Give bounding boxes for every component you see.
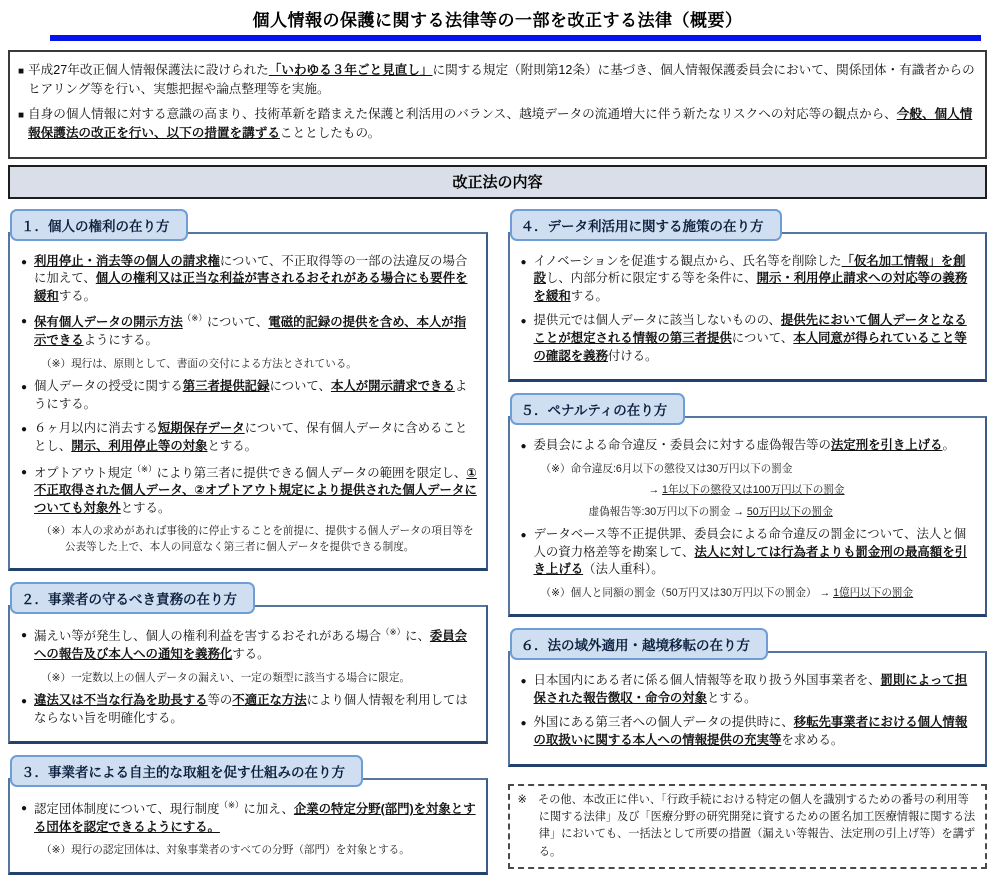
square-bullet-icon: ■: [18, 66, 25, 77]
text-segment: に関する規定（附則第12条）に基づき、個人情報保護委員会において、関係団体・有識者からのヒアリング等を行い、実態把握や論点整理等を実施。: [28, 63, 975, 96]
summary-box: [8, 50, 987, 159]
text-segment: により第三者に提供できる個人データの範囲を限定し、: [156, 465, 467, 480]
bullet-icon: ●: [21, 256, 28, 268]
bullet-text: [534, 312, 977, 365]
text-segment: 電磁的記録の提供を含め、本人が指示できる: [34, 315, 467, 348]
note-ref-marker: （※）: [182, 313, 207, 324]
section-6-heading: ６．法の域外適用・越境移転の在り方: [510, 628, 769, 660]
text-segment: を求める。: [781, 732, 844, 747]
section-1: [8, 209, 488, 572]
title-rule: [50, 35, 981, 41]
text-segment: する。: [58, 288, 96, 303]
text-segment: 第三者提供記録: [182, 379, 270, 394]
bullet-text: [34, 420, 477, 455]
footnote: [19, 671, 478, 686]
text-segment: について、保有個人データに含めることとし、: [34, 421, 468, 453]
footnote: [519, 462, 978, 477]
bullet-item: [19, 463, 478, 518]
text-segment: とする。: [207, 438, 258, 453]
bullet-text: [34, 463, 477, 518]
section-2: [8, 582, 488, 744]
text-segment: 保有個人データの開示方法: [34, 315, 183, 330]
section-6: [508, 628, 988, 766]
text-segment: について、: [269, 379, 331, 394]
section-6-body: [508, 651, 988, 766]
bullet-icon: ●: [21, 695, 28, 707]
text-segment: 虚偽報告等:30万円以下の罰金 →: [588, 505, 747, 518]
intro-text: [28, 105, 975, 143]
note-ref-marker: （※）: [380, 627, 406, 638]
bullet-item: [19, 253, 478, 306]
text-segment: 利用停止・消去等の個人の請求権: [34, 253, 220, 268]
column-left: [8, 209, 488, 886]
text-segment: オプトアウト規定: [34, 465, 133, 480]
square-bullet-icon: ■: [18, 109, 25, 121]
text-segment: する。: [232, 646, 270, 661]
text-segment: →: [648, 484, 663, 497]
text-segment: 開示、利用停止等の対象: [71, 438, 208, 453]
text-segment: 自身の個人情報に対する意識の高まり、技術革新を踏まえた保護と利活用のバランス、越境データの流通増大に伴う新たなリスクへの対応等の観点から、: [28, 106, 897, 121]
bullet-text: [534, 437, 977, 455]
section-5: [508, 393, 988, 617]
bullet-item: [19, 799, 478, 836]
text-segment: （※）現行の認定団体は、対象事業者のすべての分野（部門）を対象とする。: [41, 844, 410, 857]
text-segment: 移転先事業者における個人情報の取扱いに関する本人への情報提供の充実等: [533, 715, 968, 747]
bullet-text: [534, 253, 977, 306]
footnote: [519, 483, 978, 498]
text-segment: 日本国内にある者に係る個人情報等を取り扱う外国事業者を、: [533, 673, 881, 688]
text-segment: 今般、個人情報保護法の改正を行い、以下の措置を講ずる: [28, 106, 973, 140]
bullet-icon: ●: [520, 441, 527, 453]
section-4-body: [508, 232, 988, 383]
text-segment: ようにする。: [83, 333, 158, 348]
text-segment: 。: [942, 438, 955, 453]
text-segment: 法人に対しては行為者よりも罰金刑の最高額を引き上げる: [533, 544, 967, 577]
text-segment: について、不正取得等の一部の法違反の場合に加えて、: [34, 253, 468, 286]
footnote: [19, 843, 478, 858]
text-segment: 個人の権利又は正当な利益が害されるおそれがある場合にも要件を緩和: [34, 271, 468, 303]
intro-item: [18, 105, 975, 143]
note-ref-marker: （※）: [219, 800, 244, 811]
footnote: [19, 524, 478, 555]
bullet-text: [534, 672, 977, 707]
bullet-icon: ●: [520, 529, 527, 541]
text-segment: に加え、: [243, 802, 294, 817]
text-segment: データベース等不正提供罪、委員会による命令違反の罰金について、法人と個人の資力格差等を勘案して、: [533, 526, 967, 559]
supplementary-note-box: [508, 784, 988, 869]
text-segment: 1億円以下の罰金: [833, 586, 914, 599]
text-segment: こととしたもの。: [279, 125, 381, 140]
bullet-icon: ●: [21, 424, 28, 436]
text-segment: 違法又は不当な行為を助長する: [34, 692, 208, 707]
text-segment: 本人が開示請求できる: [330, 379, 455, 394]
bullet-item: [519, 312, 978, 365]
text-segment: イノベーションを促進する観点から、氏名等を削除した: [533, 253, 842, 268]
section-5-heading: ５．ペナルティの在り方: [510, 393, 686, 425]
section-5-body: [508, 416, 988, 617]
text-segment: 外国にある第三者への個人データの提供時に、: [533, 715, 794, 730]
text-segment: とする。: [707, 690, 757, 705]
text-segment: 企業の特定分野(部門)を対象とする団体を認定できるようにする。: [34, 802, 476, 834]
bullet-item: [19, 692, 478, 727]
bullet-item: [519, 672, 978, 707]
footnote: [19, 357, 478, 372]
text-segment: について、: [731, 331, 794, 345]
bullet-text: [34, 253, 477, 306]
footnote: [519, 586, 978, 601]
section-1-body: [8, 232, 488, 572]
text-segment: 漏えい等が発生し、個人の権利利益を害するおそれがある場合: [34, 629, 381, 644]
text-segment: 1年以下の懲役又は100万円以下の罰金: [662, 484, 845, 497]
text-segment: 個人データの授受に関する: [34, 379, 183, 394]
text-segment: する。: [570, 288, 608, 303]
bullet-icon: ●: [21, 382, 28, 394]
bullet-icon: ●: [21, 316, 28, 328]
bullet-item: [519, 526, 978, 579]
section-band: [8, 165, 987, 199]
text-segment: により個人情報を利用してはならない旨を明確化する。: [34, 692, 468, 725]
bullet-icon: ●: [21, 803, 28, 815]
bullet-text: [34, 378, 477, 413]
text-segment: （※）現行は、原則として、書面の交付による方法とされている。: [41, 357, 357, 370]
section-4: [508, 209, 988, 383]
text-segment: 委員会への報告及び本人への通知を義務化: [34, 629, 468, 661]
bullet-icon: ●: [520, 256, 527, 268]
bullet-item: [19, 626, 478, 663]
note-ref-marker: （※）: [132, 463, 157, 474]
text-segment: 付ける。: [607, 348, 658, 363]
bullet-icon: ●: [21, 630, 28, 642]
bullet-item: [519, 437, 978, 455]
section-1-heading: １．個人の権利の在り方: [10, 209, 188, 241]
bullet-text: [34, 312, 477, 349]
text-segment: 平成27年改正個人情報保護法に設けられた: [28, 63, 269, 77]
text-segment: （法人重科）。: [583, 562, 664, 577]
section-3: [8, 755, 488, 875]
bullet-text: [534, 714, 977, 749]
bullet-icon: ●: [520, 718, 527, 730]
text-segment: 認定団体制度について、現行制度: [34, 802, 220, 817]
text-segment: ようにする。: [34, 379, 468, 411]
section-2-heading: ２．事業者の守るべき責務の在り方: [10, 582, 255, 614]
supplementary-note-text: ※ その他、本改正に伴い、「行政手続における特定の個人を識別するための番号の利用等に関する法律」及び「医療分野の研究開発に資するための匿名加工医療情報に関する法律」においても、一括法として所要の措置（漏えい等報告、法定刑の引上げ等）を講ずる。: [517, 793, 976, 858]
text-segment: （※）一定数以上の個人データの漏えい、一定の類型に該当する場合に限定。: [41, 671, 411, 684]
text-segment: 本人同意が得られていること等の確認を義務: [533, 331, 967, 363]
footnote: [519, 505, 978, 520]
text-segment: 短期保存データ: [157, 421, 245, 436]
column-right: [508, 209, 988, 869]
section-4-heading: ４．データ利活用に関する施策の在り方: [510, 209, 782, 241]
page-title: 個人情報の保護に関する法律等の一部を改正する法律（概要）: [252, 11, 743, 30]
bullet-text: [34, 626, 477, 663]
text-segment: 50万円以下の罰金: [746, 505, 833, 518]
text-segment: 等の: [207, 692, 233, 707]
text-segment: ①不正取得された個人データ、②オプトアウト規定により提供された個人データについても対象外: [34, 465, 477, 515]
bullet-text: [534, 526, 977, 579]
text-segment: 提供先において個人データとなることが想定される情報の第三者提供: [533, 313, 967, 345]
bullet-text: [34, 692, 477, 727]
content-columns: [8, 209, 987, 886]
section-3-body: [8, 778, 488, 875]
text-segment: 委員会による命令違反・委員会に対する虚偽報告等の: [533, 438, 831, 453]
text-segment: し、内部分析に限定する等を条件に、: [545, 271, 757, 286]
text-segment: 罰則によって担保された報告徴収・命令の対象: [533, 673, 968, 705]
bullet-item: [19, 420, 478, 455]
text-segment: （※）本人の求めがあれば事後的に停止することを前提に、提供する個人データの項目等を公表等した上で、本人の同意なく第三者に個人データを提供できる制度。: [41, 525, 474, 553]
bullet-item: [19, 378, 478, 413]
bullet-item: [519, 253, 978, 306]
section-3-heading: ３．事業者による自主的な取組を促す仕組みの在り方: [10, 755, 363, 787]
text-segment: について、: [206, 315, 269, 330]
intro-item: [18, 61, 975, 99]
text-segment: に、: [405, 629, 430, 644]
text-segment: 提供元では個人データに該当しないものの、: [533, 313, 781, 328]
text-segment: 法定刑を引き上げる: [830, 438, 943, 453]
text-segment: （※）個人と同額の罰金（50万円又は30万円以下の罰金） →: [540, 586, 834, 599]
intro-text: [28, 61, 975, 99]
text-segment: 「いわゆる３年ごと見直し」: [268, 63, 433, 77]
text-segment: 「仮名加工情報」を創設: [533, 253, 966, 286]
bullet-icon: ●: [21, 466, 28, 478]
section-2-body: [8, 605, 488, 744]
bullet-icon: ●: [520, 316, 527, 328]
bullet-item: [519, 714, 978, 749]
bullet-icon: ●: [520, 676, 527, 688]
section-band-label: 改正法の内容: [452, 173, 543, 191]
text-segment: ６ヶ月以内に消去する: [34, 421, 158, 436]
text-segment: （※）命令違反:6月以下の懲役又は30万円以下の罰金: [540, 462, 793, 475]
text-segment: とする。: [120, 500, 171, 515]
bullet-text: [34, 799, 477, 836]
text-segment: 不適正な方法: [232, 692, 307, 707]
text-segment: 開示・利用停止請求への対応等の義務を緩和: [533, 271, 968, 303]
bullet-item: [19, 312, 478, 349]
